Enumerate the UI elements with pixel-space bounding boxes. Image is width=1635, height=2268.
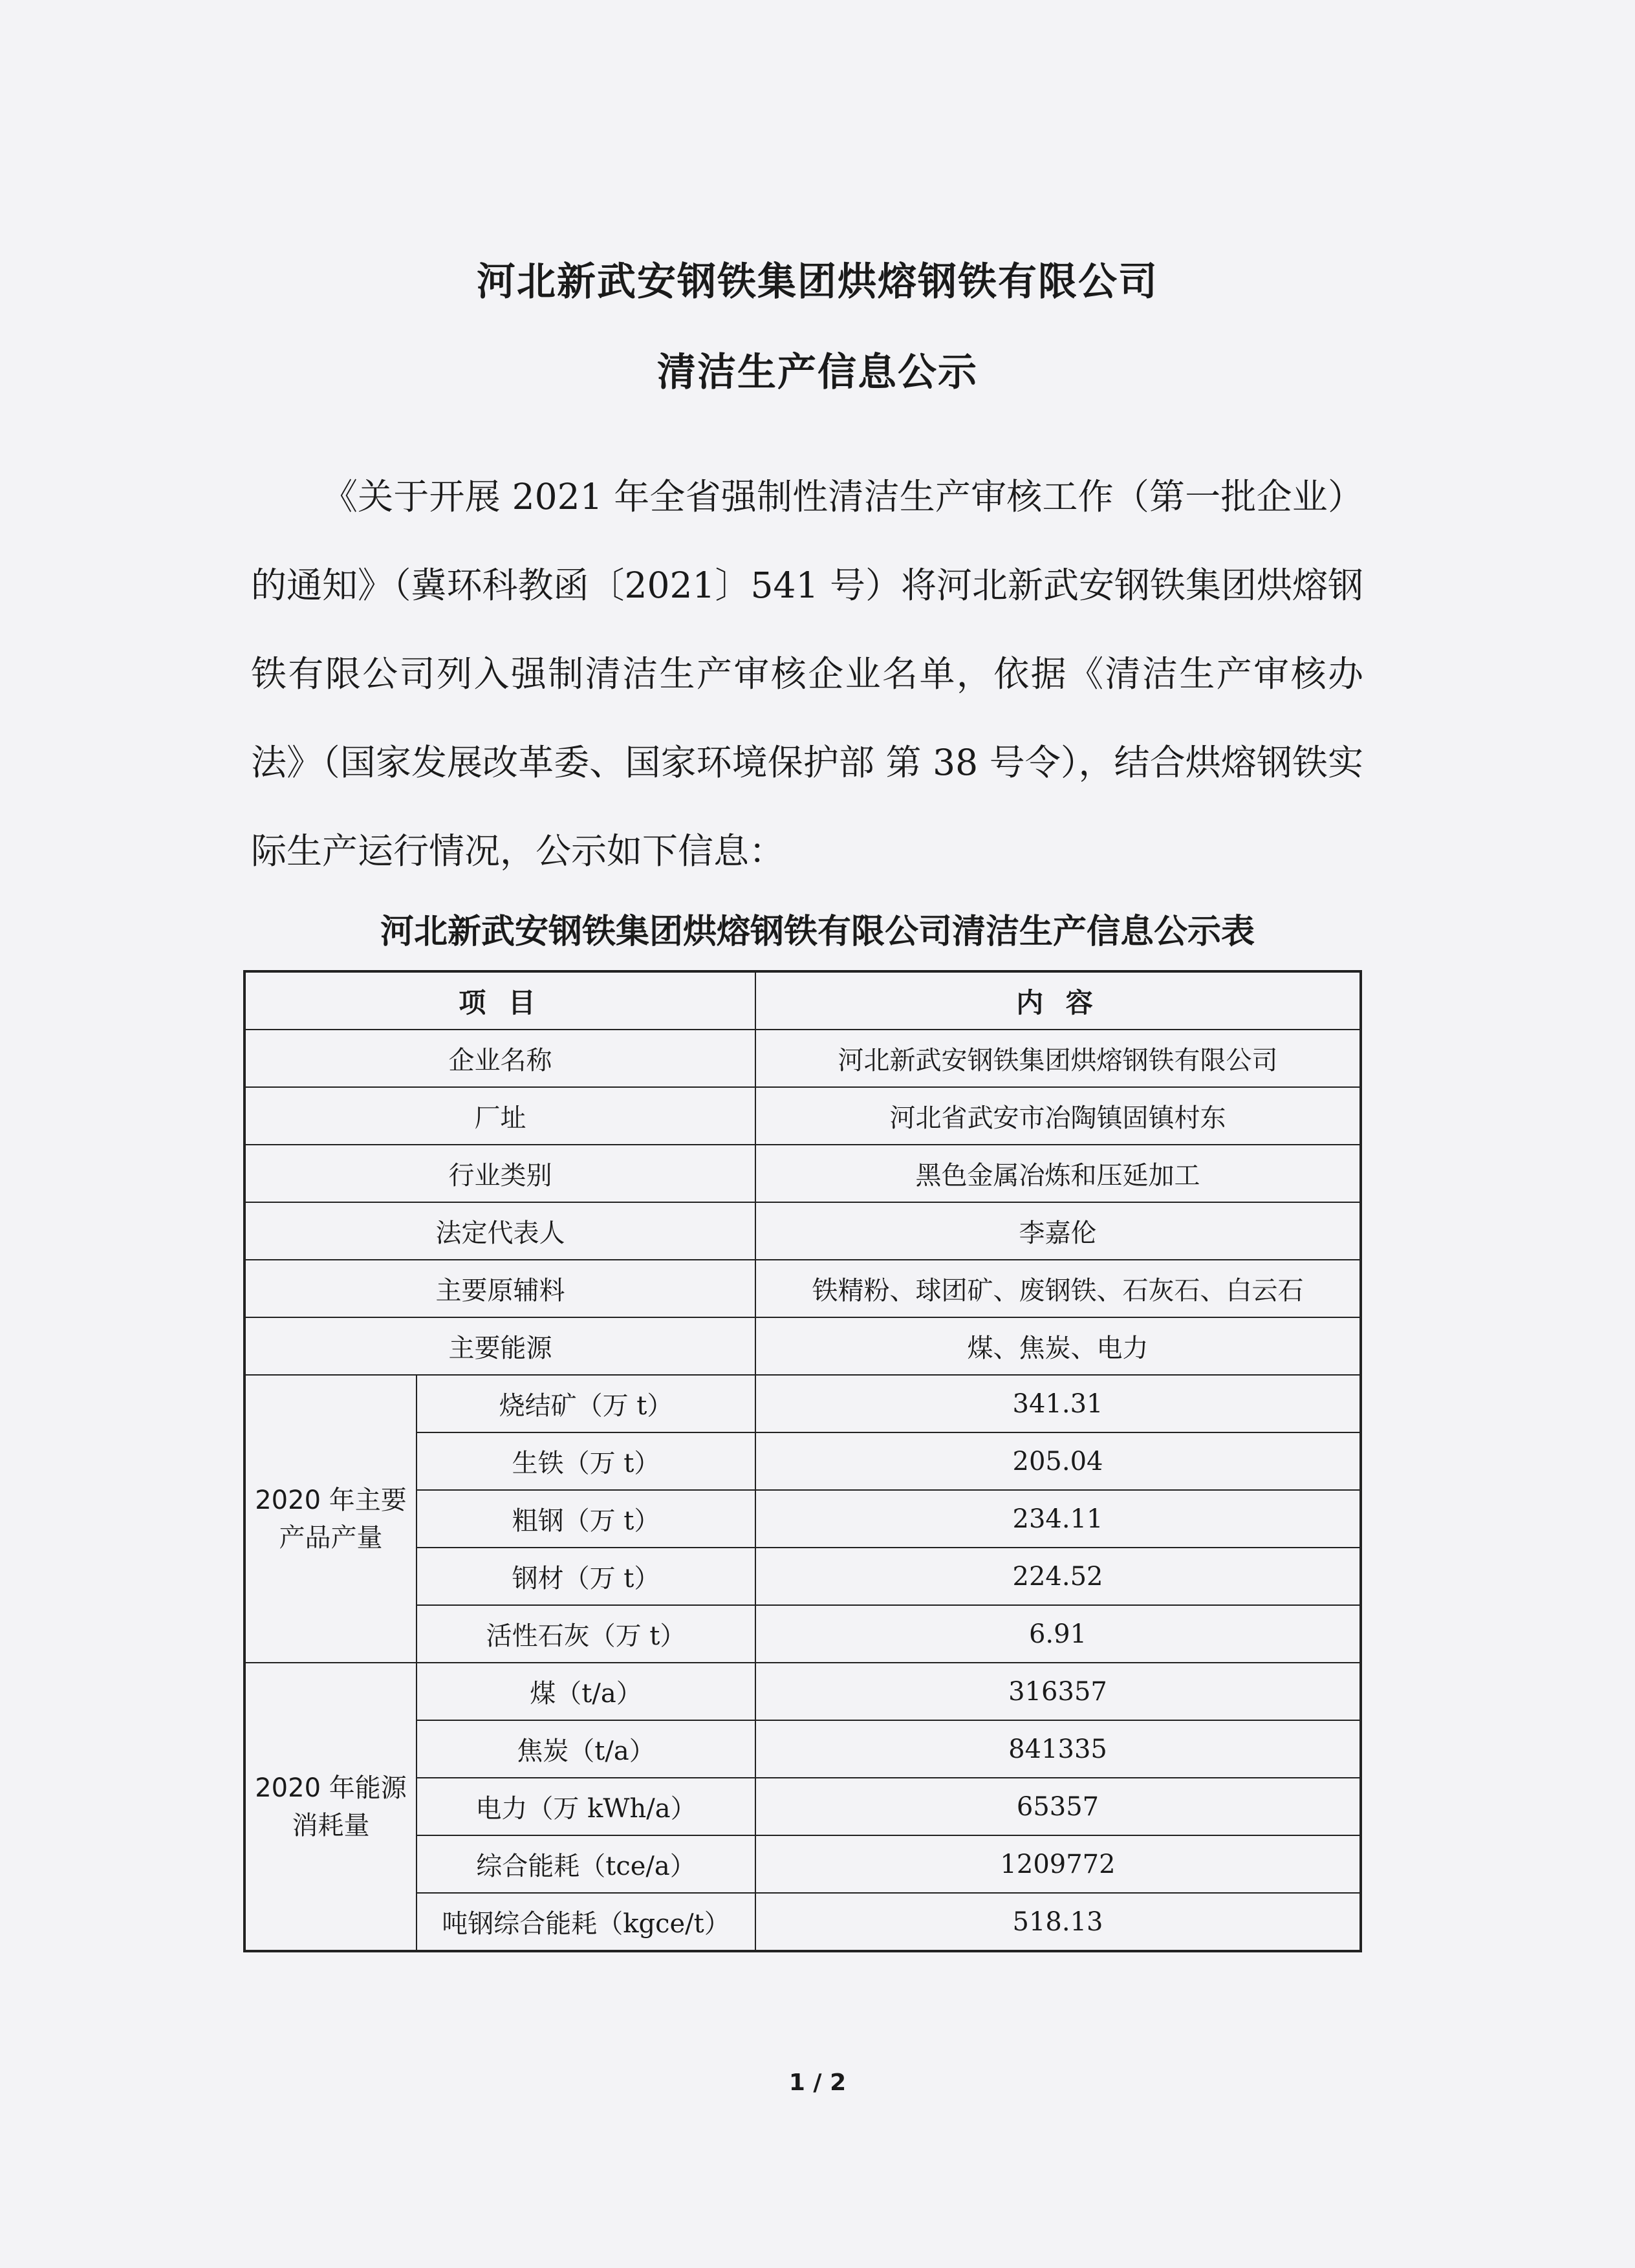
row-label: 企业名称 xyxy=(244,1030,755,1087)
table-row xyxy=(244,1663,1361,1720)
row-value: 316357 xyxy=(755,1663,1361,1720)
row-label: 煤（t/a） xyxy=(417,1663,755,1720)
row-label: 粗钢（万 t） xyxy=(417,1490,755,1548)
row-value: 1209772 xyxy=(755,1835,1361,1893)
table-title: 河北新武安钢铁集团烘熔钢铁有限公司清洁生产信息公示表 xyxy=(380,913,1255,951)
row-value: 341.31 xyxy=(755,1375,1361,1432)
row-label: 吨钢综合能耗（kgce/t） xyxy=(417,1893,755,1951)
table-row xyxy=(244,1030,1361,1087)
document-subtitle: 清洁生产信息公示 xyxy=(657,350,978,395)
row-value: 205.04 xyxy=(755,1432,1361,1490)
intro-paragraph: 《关于开展 2021 年全省强制性清洁生产审核工作（第一批企业）的通知》（冀环科教函〔2021〕541 号）将河北新武安钢铁集团烘熔钢铁有限公司列入强制清洁生产审核企业名单，依据《清洁生产审核办法》（国家发展改革委、国家环境保护部 第 38 号令），结合烘熔钢铁实际生产运行情况，公示如下信息： xyxy=(251,476,1363,872)
table-row xyxy=(244,1375,1361,1432)
page-number: 1 / 2 xyxy=(788,2069,847,2096)
row-label: 行业类别 xyxy=(244,1145,755,1202)
row-value: 6.91 xyxy=(755,1605,1361,1663)
table-header-row xyxy=(244,971,1361,1030)
row-label: 主要原辅料 xyxy=(244,1260,755,1317)
row-value: 煤、焦炭、电力 xyxy=(755,1317,1361,1375)
production-group-label xyxy=(244,1375,417,1663)
header-item: 项 目 xyxy=(244,971,755,1030)
row-label: 综合能耗（tce/a） xyxy=(417,1835,755,1893)
energy-group-label-line2: 消耗量 xyxy=(292,1810,370,1841)
row-value: 65357 xyxy=(755,1778,1361,1835)
energy-group-label xyxy=(244,1663,417,1951)
row-value: 河北省武安市冶陶镇固镇村东 xyxy=(755,1087,1361,1145)
table-row xyxy=(244,1202,1361,1260)
table-row xyxy=(244,1087,1361,1145)
row-value: 224.52 xyxy=(755,1548,1361,1605)
row-value: 李嘉伦 xyxy=(755,1202,1361,1260)
header-content: 内 容 xyxy=(755,971,1361,1030)
row-label: 电力（万 kWh/a） xyxy=(417,1778,755,1835)
production-group-label-line2: 产品产量 xyxy=(279,1522,383,1553)
row-label: 烧结矿（万 t） xyxy=(417,1375,755,1432)
row-value: 河北新武安钢铁集团烘熔钢铁有限公司 xyxy=(755,1030,1361,1087)
production-group-label-line1: 2020 年主要 xyxy=(255,1485,407,1515)
table-row xyxy=(244,1145,1361,1202)
document-title: 河北新武安钢铁集团烘熔钢铁有限公司 xyxy=(477,259,1158,305)
row-label: 厂址 xyxy=(244,1087,755,1145)
row-label: 钢材（万 t） xyxy=(417,1548,755,1605)
row-value: 234.11 xyxy=(755,1490,1361,1548)
row-value: 518.13 xyxy=(755,1893,1361,1951)
table-row xyxy=(244,1260,1361,1317)
row-value: 黑色金属冶炼和压延加工 xyxy=(755,1145,1361,1202)
row-label: 活性石灰（万 t） xyxy=(417,1605,755,1663)
energy-group-label-line1: 2020 年能源 xyxy=(255,1773,407,1803)
row-value: 841335 xyxy=(755,1720,1361,1778)
table-row xyxy=(244,1317,1361,1375)
row-value: 铁精粉、球团矿、废钢铁、石灰石、白云石 xyxy=(755,1260,1361,1317)
row-label: 法定代表人 xyxy=(244,1202,755,1260)
row-label: 生铁（万 t） xyxy=(417,1432,755,1490)
info-table xyxy=(243,970,1362,1952)
row-label: 主要能源 xyxy=(244,1317,755,1375)
row-label: 焦炭（t/a） xyxy=(417,1720,755,1778)
